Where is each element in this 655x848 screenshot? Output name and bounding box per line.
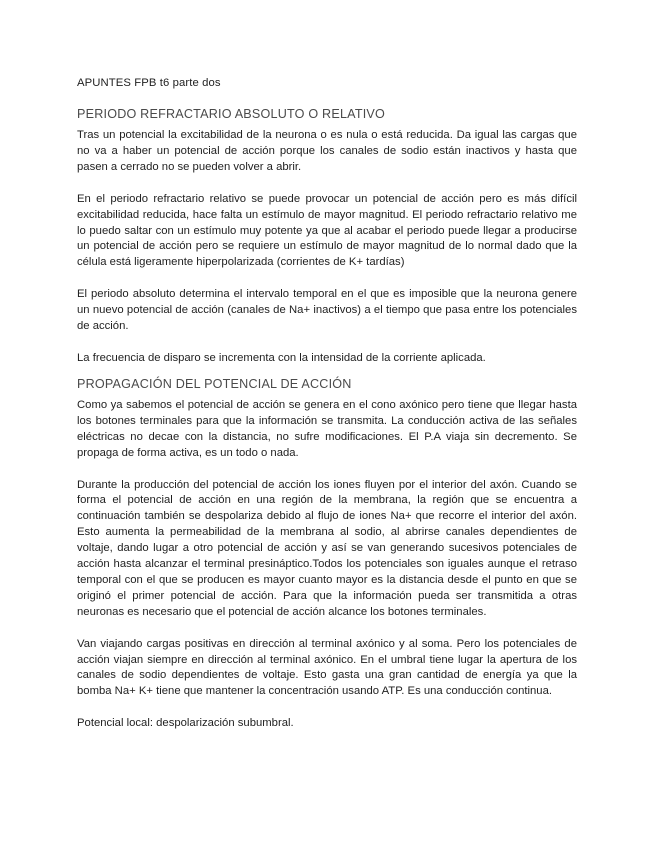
document-title: APUNTES FPB t6 parte dos bbox=[77, 77, 221, 89]
paragraph: Potencial local: despolarización subumbral. bbox=[77, 717, 294, 730]
paragraph: Van viajando cargas positivas en dirección al terminal axónico y al soma. Pero los potenciales de acción viajan siempre en dirección al terminal axónico. En el umbral tiene lugar la apertura de los canales de sodio dependientes de voltaje. Esto gasta una gran cantidad de energía ya que la bomba Na+ K+ tiene que mantener la concentración usando ATP. Es una conducción continua. bbox=[77, 637, 577, 698]
paragraph: Como ya sabemos el potencial de acción se genera en el cono axónico pero tiene que llegar hasta los botones terminales para que la información se transmita. La conducción activa de las señales eléctricas no decae con la distancia, no sufre modificaciones. El P.A viaja sin decremento. Se propaga de forma activa, es un todo o nada. bbox=[77, 398, 577, 459]
section-heading-propagacion: PROPAGACIÓN DEL POTENCIAL DE ACCIÓN bbox=[77, 376, 352, 391]
section-heading-periodo-refractario: PERIODO REFRACTARIO ABSOLUTO O RELATIVO bbox=[77, 107, 386, 121]
document-page bbox=[77, 76, 577, 748]
paragraph: Tras un potencial la excitabilidad de la neurona o es nula o está reducida. Da igual las cargas que no va a haber un potencial de acción porque los canales de sodio están inactivos y hasta que pasen a cerrado no se pueden volver a abrir. bbox=[77, 129, 577, 173]
paragraph: Durante la producción del potencial de acción los iones fluyen por el interior del axón. Cuando se forma el potencial de acción en una región de la membrana, la región que se encuentra a continuación también se despolariza debido al flujo de iones Na+ que recorre el interior del axón. Esto aumenta la permeabilidad de la membrana al sodio, al abrirse canales dependientes de voltaje, dando lugar a otro potencial de acción y así se van generando sucesivos potenciales de acción hasta alcanzar el terminal presináptico.Todos los potenciales son iguales aunque el retraso temporal con el que se producen es mayor cuanto mayor es la distancia desde el punto en que se originó el primer potencial de acción. Para que la información pueda ser transmitida a otras neuronas es necesario que el potencial de acción alcance los botones terminales. bbox=[77, 478, 577, 618]
paragraph: En el periodo refractario relativo se puede provocar un potencial de acción pero es más difícil excitabilidad reducida, hace falta un estímulo de mayor magnitud. El periodo refractario relativo me lo puedo saltar con un estímulo muy potente ya que al acabar el periodo puede llegar a producirse un potencial de acción pero se requiere un estímulo de mayor magnitud de lo normal dado que la célula está ligeramente hiperpolarizada (corrientes de K+ tardías) bbox=[77, 192, 577, 269]
paragraph: El periodo absoluto determina el intervalo temporal en el que es imposible que la neurona genere un nuevo potencial de acción (canales de Na+ inactivos) a el tiempo que pasa entre los potenciales de acción. bbox=[77, 288, 577, 333]
paragraph: La frecuencia de disparo se incrementa con la intensidad de la corriente aplicada. bbox=[77, 351, 486, 364]
